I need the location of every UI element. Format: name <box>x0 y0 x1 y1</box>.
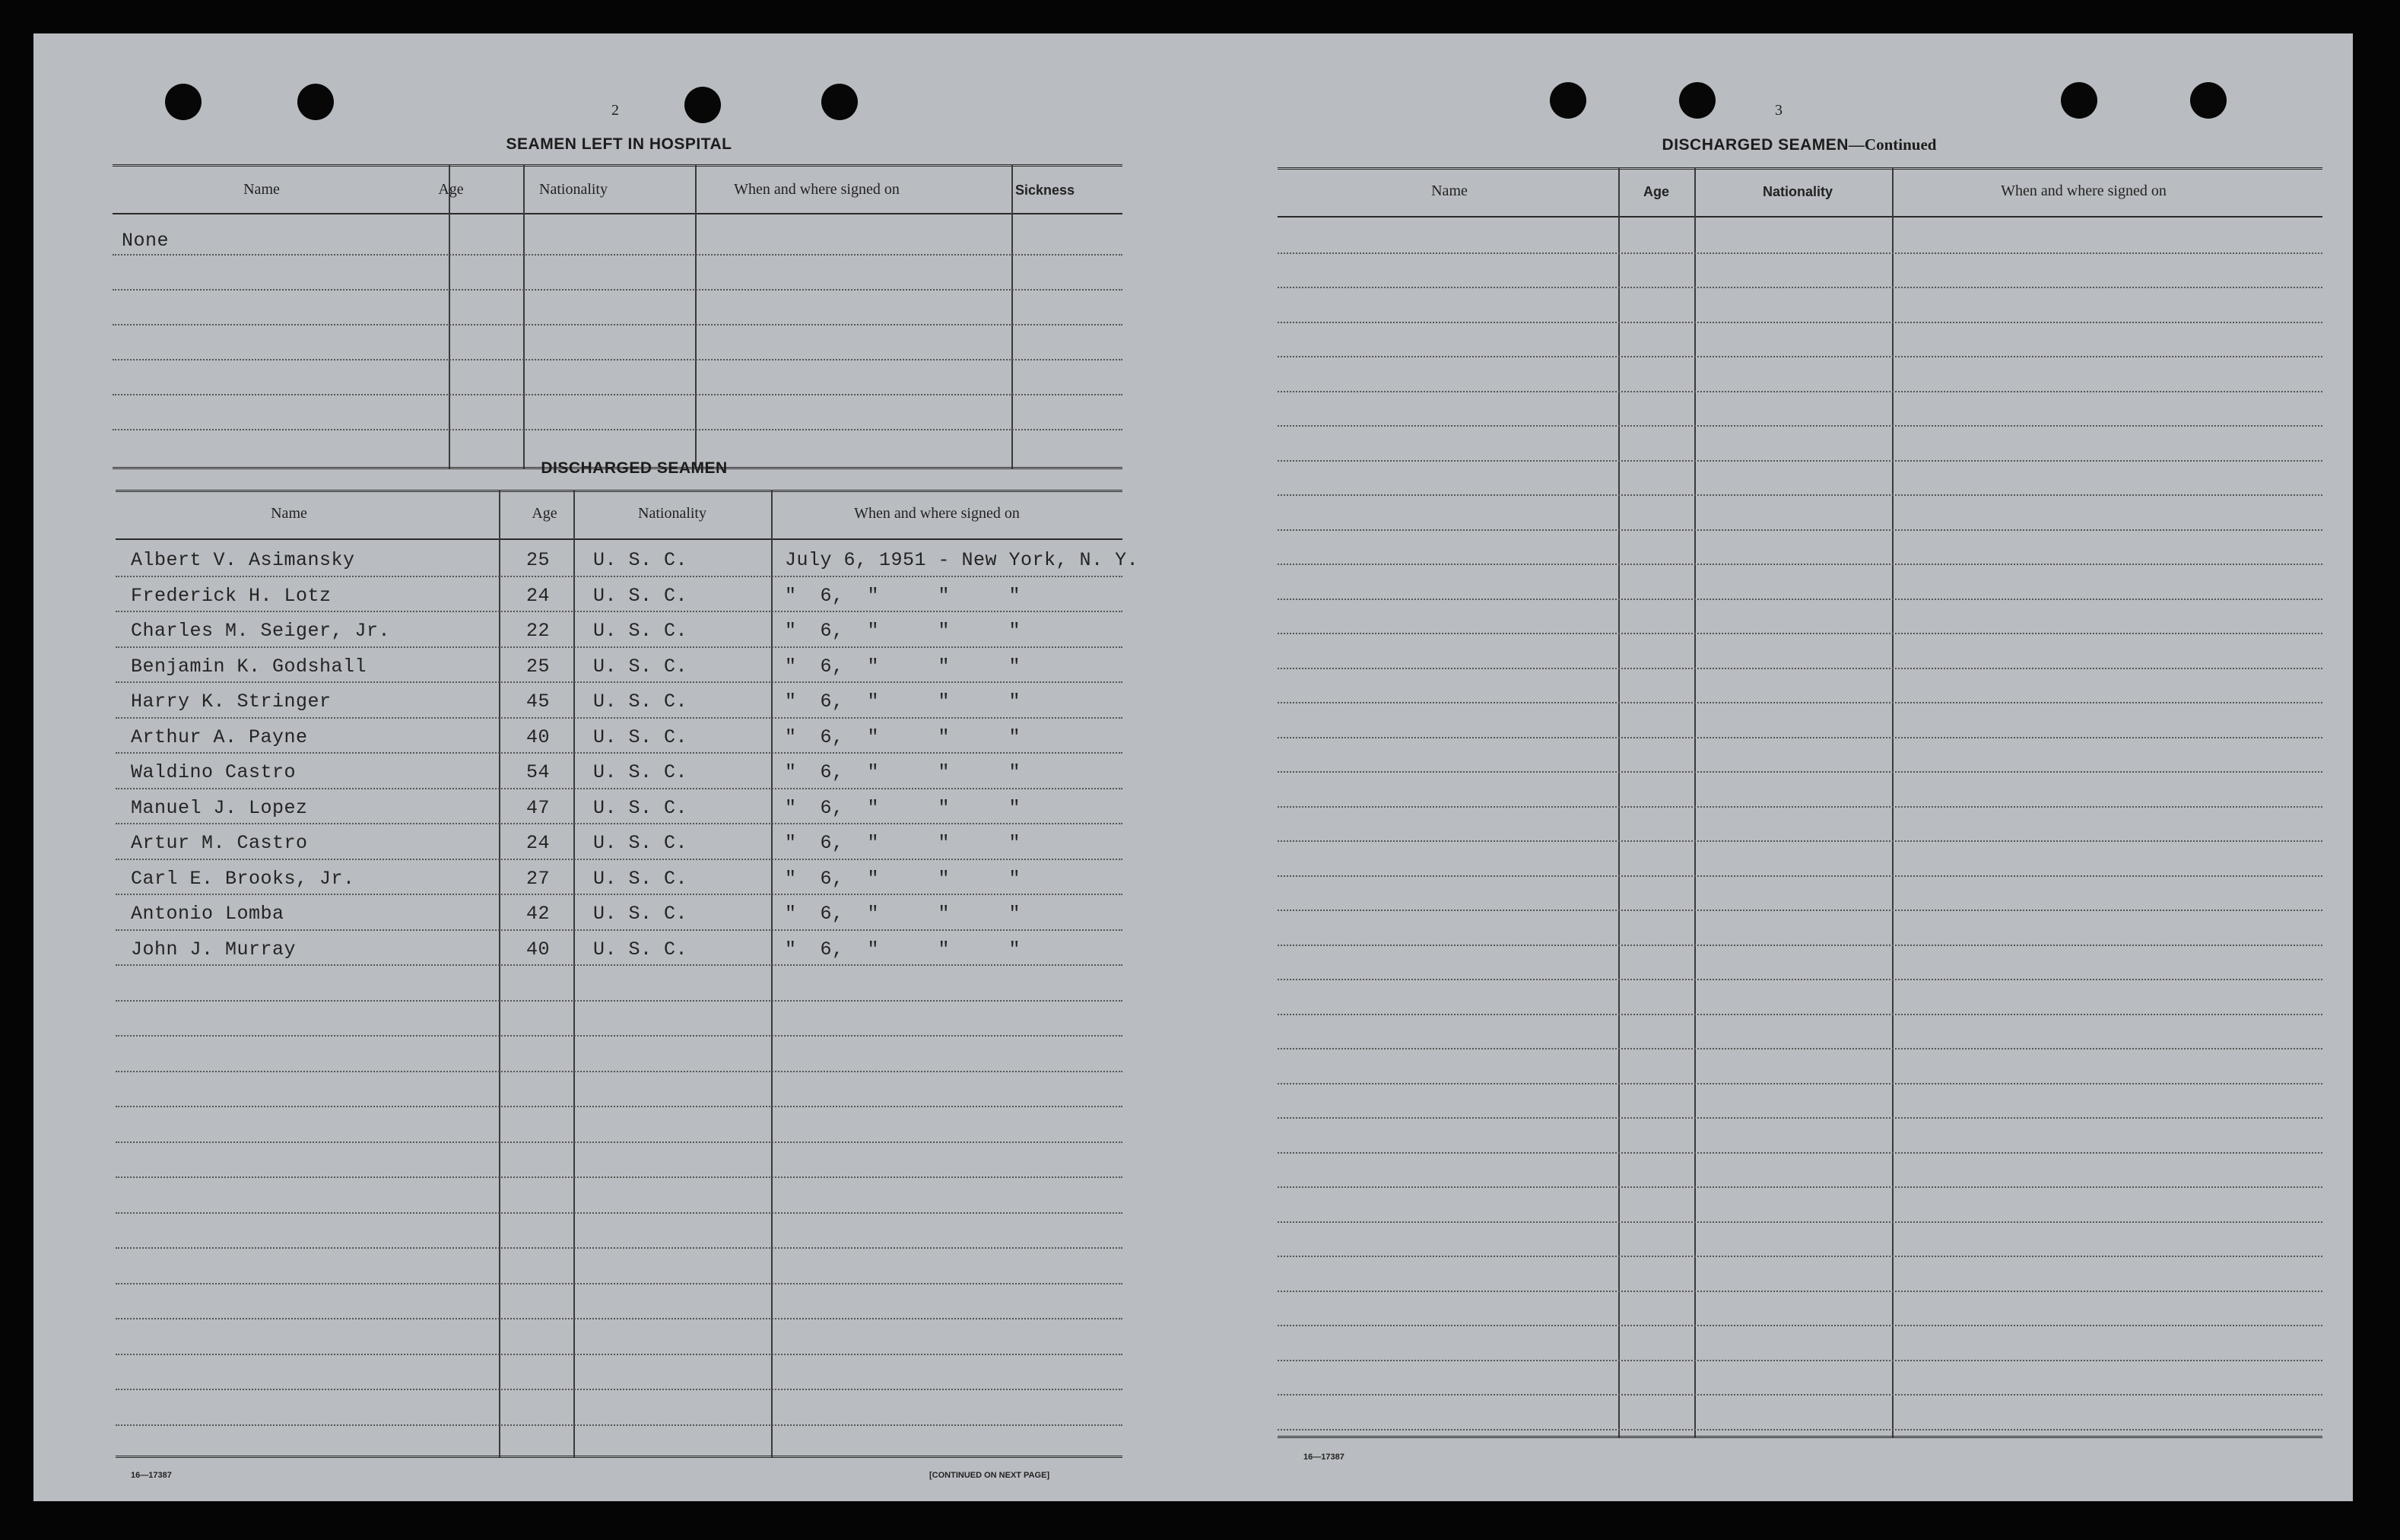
row-rule <box>1278 840 2322 842</box>
seaman-signed: " 6, " " " <box>785 796 1021 819</box>
row-rule <box>116 1106 1122 1107</box>
seaman-signed: " 6, " " " <box>785 867 1021 890</box>
punch-hole <box>1550 82 1586 119</box>
row-rule <box>116 1071 1122 1072</box>
row-rule <box>116 1424 1122 1426</box>
seaman-name: Albert V. Asimansky <box>131 549 355 571</box>
seaman-nationality: U. S. C. <box>593 903 688 925</box>
col-header-sickness: Sickness <box>1014 183 1075 198</box>
row-rule <box>1278 945 2322 946</box>
punch-hole <box>821 84 858 120</box>
seaman-nationality: U. S. C. <box>593 867 688 890</box>
row-rule <box>116 929 1122 931</box>
seaman-signed: " 6, " " " <box>785 761 1021 783</box>
seaman-signed: " 6, " " " <box>785 620 1021 642</box>
seaman-signed: " 6, " " " <box>785 903 1021 925</box>
row-rule <box>1278 391 2322 392</box>
row-rule <box>116 1035 1122 1037</box>
row-rule <box>1278 1360 2322 1361</box>
row-rule <box>1278 737 2322 738</box>
seaman-signed: July 6, 1951 - New York, N. Y. <box>785 549 1139 571</box>
seaman-nationality: U. S. C. <box>593 832 688 854</box>
seaman-name: Carl E. Brooks, Jr. <box>131 867 355 890</box>
col-header-name: Name <box>243 181 280 198</box>
row-rule <box>116 611 1122 612</box>
seaman-age: 25 <box>526 655 551 678</box>
row-rule <box>116 752 1122 754</box>
seaman-signed: " 6, " " " <box>785 584 1021 607</box>
seaman-age: 25 <box>526 549 551 571</box>
seaman-name: John J. Murray <box>131 938 297 961</box>
row-rule <box>1278 1429 2322 1430</box>
discharged-continued-title <box>1662 135 1937 154</box>
row-rule <box>116 1247 1122 1249</box>
row-rule <box>1278 875 2322 877</box>
seaman-nationality: U. S. C. <box>593 938 688 961</box>
row-rule <box>116 646 1122 648</box>
form-number-right: 16—17387 <box>1303 1453 1344 1462</box>
row-rule <box>1278 1394 2322 1396</box>
row-rule <box>116 1000 1122 1002</box>
row-rule <box>1278 1291 2322 1292</box>
row-rule <box>1278 1186 2322 1188</box>
seaman-signed: " 6, " " " <box>785 832 1021 854</box>
seaman-age: 45 <box>526 691 551 713</box>
seaman-age: 24 <box>526 832 551 854</box>
discharged-continued-suffix: —Continued <box>1848 135 1937 154</box>
row-rule <box>116 1212 1122 1214</box>
seaman-name: Harry K. Stringer <box>131 691 332 713</box>
row-rule <box>1278 1256 2322 1257</box>
row-rule <box>1278 460 2322 462</box>
seaman-age: 40 <box>526 938 551 961</box>
row-rule <box>1278 494 2322 496</box>
discharged-continued-table <box>1278 167 2322 1445</box>
row-rule <box>116 894 1122 895</box>
seaman-signed: " 6, " " " <box>785 938 1021 961</box>
row-rule <box>1278 1152 2322 1154</box>
row-rule <box>1278 633 2322 634</box>
punch-hole <box>1679 82 1716 119</box>
punch-hole <box>2061 82 2097 119</box>
col-header-signed-on: When and where signed on <box>2001 183 2167 199</box>
row-rule <box>1278 287 2322 288</box>
col-header-signed-on: When and where signed on <box>854 505 1020 522</box>
seaman-signed: " 6, " " " <box>785 655 1021 678</box>
seaman-signed: " 6, " " " <box>785 691 1021 713</box>
form-number-left: 16—17387 <box>131 1471 172 1480</box>
page-number-right: 3 <box>1775 102 1783 119</box>
row-rule <box>1278 252 2322 254</box>
row-rule <box>1278 979 2322 980</box>
row-rule <box>116 1354 1122 1355</box>
col-header-name: Name <box>271 505 307 522</box>
row-rule <box>116 1389 1122 1390</box>
hospital-title: SEAMEN LEFT IN HOSPITAL <box>506 135 732 153</box>
row-rule <box>116 1283 1122 1284</box>
discharged-title: DISCHARGED SEAMEN <box>541 459 728 477</box>
row-rule <box>116 717 1122 719</box>
seaman-name: Benjamin K. Godshall <box>131 655 367 678</box>
row-rule <box>116 576 1122 577</box>
seaman-nationality: U. S. C. <box>593 655 688 678</box>
row-rule <box>116 964 1122 966</box>
document-sheet <box>33 33 2353 1501</box>
row-rule <box>1278 1014 2322 1015</box>
row-rule <box>1278 910 2322 911</box>
seaman-name: Artur M. Castro <box>131 832 308 854</box>
punch-hole <box>684 87 721 123</box>
row-rule <box>116 681 1122 683</box>
col-header-name: Name <box>1431 183 1468 199</box>
row-rule <box>1278 599 2322 600</box>
seaman-age: 40 <box>526 726 551 748</box>
punch-hole <box>165 84 202 120</box>
punch-hole <box>2190 82 2227 119</box>
hospital-row-name: None <box>122 230 170 252</box>
col-header-nationality: Nationality <box>539 181 608 198</box>
col-header-signed-on: When and where signed on <box>734 181 900 198</box>
page-number-left: 2 <box>611 102 619 119</box>
seaman-nationality: U. S. C. <box>593 549 688 571</box>
row-rule <box>1278 1083 2322 1084</box>
discharged-table <box>116 490 1139 1463</box>
row-rule <box>1278 668 2322 669</box>
seaman-age: 22 <box>526 620 551 642</box>
col-header-age: Age <box>532 505 557 522</box>
col-header-nationality: Nationality <box>638 505 706 522</box>
discharged-continued-main: DISCHARGED SEAMEN <box>1662 136 1849 154</box>
seaman-nationality: U. S. C. <box>593 691 688 713</box>
row-rule <box>1278 529 2322 531</box>
seaman-name: Waldino Castro <box>131 761 297 783</box>
row-rule <box>1278 564 2322 565</box>
row-rule <box>116 1176 1122 1178</box>
continued-note: [CONTINUED ON NEXT PAGE] <box>929 1471 1050 1480</box>
row-rule <box>116 788 1122 789</box>
seaman-age: 47 <box>526 796 551 819</box>
seaman-name: Antonio Lomba <box>131 903 284 925</box>
row-rule <box>116 1318 1122 1319</box>
punch-hole <box>297 84 334 120</box>
row-rule <box>1278 771 2322 773</box>
row-rule <box>116 1142 1122 1143</box>
row-rule <box>1278 1048 2322 1049</box>
seaman-nationality: U. S. C. <box>593 726 688 748</box>
seaman-nationality: U. S. C. <box>593 796 688 819</box>
row-rule <box>1278 322 2322 323</box>
seaman-age: 27 <box>526 867 551 890</box>
row-rule <box>1278 1325 2322 1326</box>
seaman-name: Manuel J. Lopez <box>131 796 308 819</box>
seaman-name: Charles M. Seiger, Jr. <box>131 620 391 642</box>
row-rule <box>1278 425 2322 427</box>
seaman-signed: " 6, " " " <box>785 726 1021 748</box>
row-rule <box>1278 1221 2322 1223</box>
col-header-age: Age <box>1643 184 1670 199</box>
row-rule <box>1278 702 2322 703</box>
seaman-age: 42 <box>526 903 551 925</box>
row-rule <box>1278 356 2322 357</box>
seaman-age: 54 <box>526 761 551 783</box>
row-rule <box>1278 806 2322 808</box>
seaman-nationality: U. S. C. <box>593 761 688 783</box>
seaman-age: 24 <box>526 584 551 607</box>
hospital-table <box>113 164 1122 478</box>
row-rule <box>116 823 1122 824</box>
col-header-nationality: Nationality <box>1762 184 1833 199</box>
col-header-age: Age <box>438 181 464 198</box>
row-rule <box>1278 1117 2322 1119</box>
row-rule <box>116 859 1122 860</box>
seaman-nationality: U. S. C. <box>593 620 688 642</box>
seaman-nationality: U. S. C. <box>593 584 688 607</box>
seaman-name: Arthur A. Payne <box>131 726 308 748</box>
seaman-name: Frederick H. Lotz <box>131 584 332 607</box>
